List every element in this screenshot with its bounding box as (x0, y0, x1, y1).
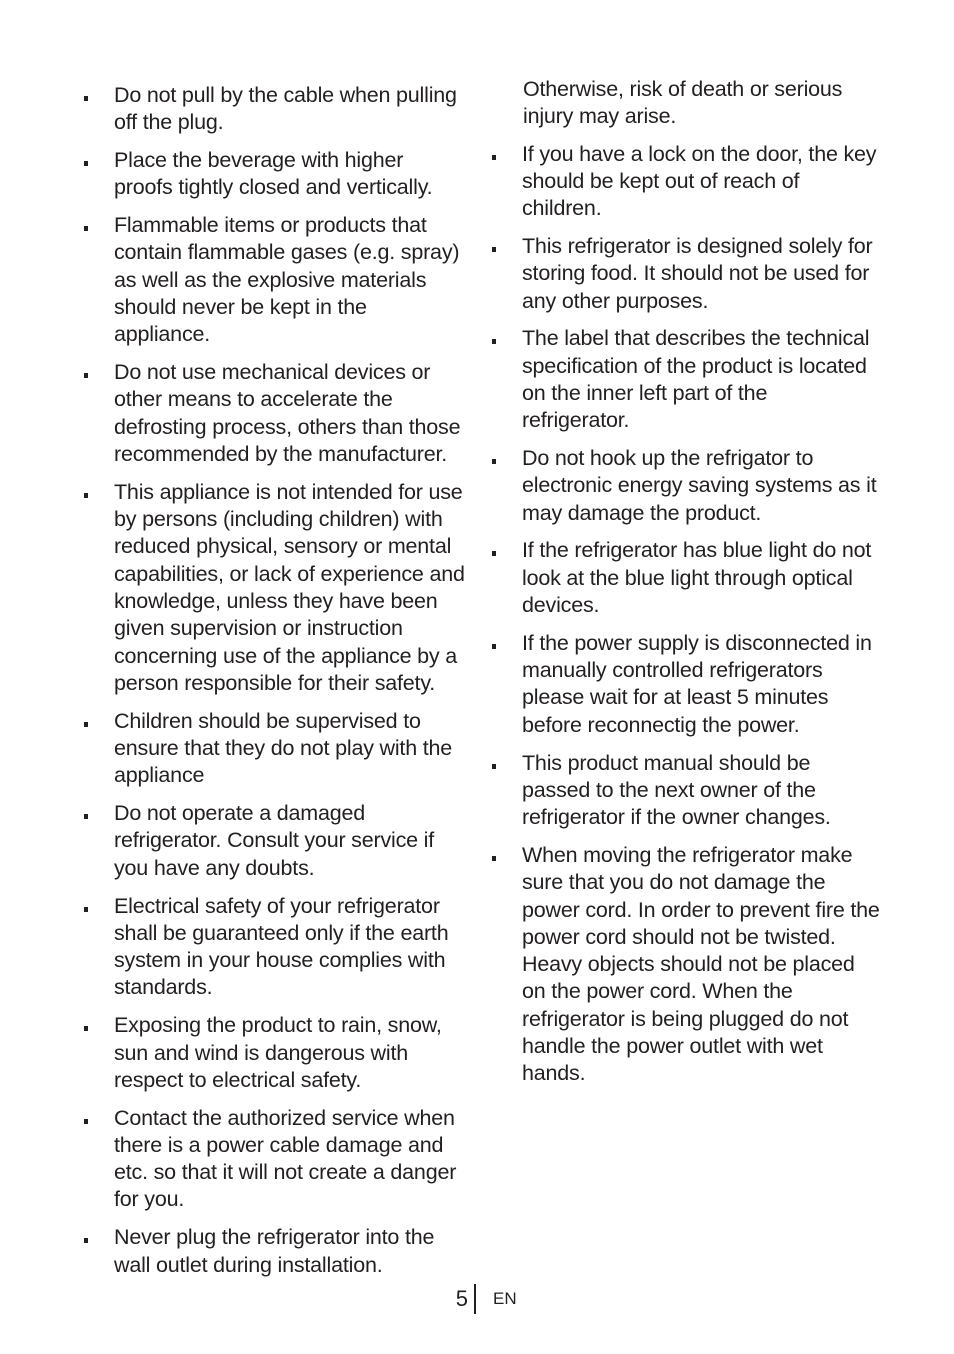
list-item-text: If you have a lock on the door, the key should be kept out of reach of children. (522, 141, 877, 221)
list-item-text: If the power supply is disconnected in manually controlled refrigerators please wait for at least 5 minutes before reconnectig the power. (522, 630, 872, 737)
bullet-icon (492, 155, 496, 160)
list-item-text: Do not use mechanical devices or other means to accelerate the defrosting process, others than those recommended by the manufacturer. (114, 360, 461, 467)
list-item (490, 537, 880, 619)
list-item-text: Electrical safety of your refrigerator shall be guaranteed only if the earth system in your house complies with standards. (114, 893, 449, 1000)
list-item-text: This refrigerator is designed solely for storing food. It should not be used for any other purposes. (522, 233, 873, 313)
list-item-text: Never plug the refrigerator into the wall outlet during installation. (114, 1225, 435, 1277)
list-item-text: The label that describes the technical specification of the product is located on the inner left part of the refrigerator. (522, 326, 870, 433)
bullet-icon (492, 247, 496, 252)
bullet-icon (84, 226, 88, 231)
list-item-text: Flammable items or products that contain flammable gases (e.g. spray) as well as the explosive materials should never be kept in the appliance. (114, 213, 460, 347)
bullet-icon (492, 644, 496, 649)
bullet-icon (84, 373, 88, 378)
list-item (82, 893, 467, 1002)
bullet-icon (84, 1119, 88, 1124)
bullet-icon (84, 96, 88, 101)
right-column (490, 76, 880, 1098)
page-number: 5 (455, 1286, 468, 1311)
bullet-icon (492, 551, 496, 556)
list-item-text: Do not pull by the cable when pulling off the plug. (114, 83, 457, 135)
list-item (490, 630, 880, 739)
bullet-icon (84, 907, 88, 912)
bullet-icon (492, 339, 496, 344)
list-item-text: This product manual should be passed to the next owner of the refrigerator if the owner changes. (522, 750, 831, 830)
list-item (490, 445, 880, 527)
bullet-icon (84, 814, 88, 819)
bullet-icon (84, 161, 88, 166)
page-footer (440, 1284, 517, 1314)
list-item (82, 1012, 467, 1094)
bullet-icon (492, 856, 496, 861)
list-item-text: Place the beverage with higher proofs tightly closed and vertically. (114, 148, 433, 200)
list-item-text: If the refrigerator has blue light do not look at the blue light through optical devices. (522, 538, 872, 618)
list-item (490, 750, 880, 832)
list-item-text: Do not operate a damaged refrigerator. Consult your service if you have any doubts. (114, 801, 435, 880)
language-code: EN (493, 1289, 517, 1308)
list-item-text: Exposing the product to rain, snow, sun and wind is dangerous with respect to electrical safety. (114, 1013, 442, 1092)
list-item-text: Do not hook up the refrigator to electronic energy saving systems as it may damage the product. (522, 446, 877, 525)
list-item-text: Children should be supervised to ensure that they do not play with the appliance (114, 708, 453, 788)
bullet-icon (84, 493, 88, 498)
list-item-text: Contact the authorized service when there is a power cable damage and etc. so that it will not create a danger for you. (114, 1105, 457, 1212)
bullet-icon (84, 722, 88, 727)
list-item (82, 1224, 467, 1279)
list-item (490, 233, 880, 315)
list-item (82, 359, 467, 468)
list-item (82, 800, 467, 882)
list-item-text: This appliance is not intended for use by persons (including children) with reduced physical, sensory or mental capabilities, or lack of experience and knowledge, unless they have been given supervision or instruction concerning use of the appliance by a person responsible for their safety. (114, 479, 465, 695)
list-item (82, 708, 467, 790)
list-item (82, 82, 467, 137)
list-item (490, 325, 880, 434)
list-item (490, 141, 880, 223)
list-item (82, 1105, 467, 1214)
bullet-icon (84, 1238, 88, 1243)
list-item (82, 212, 467, 348)
left-column (82, 82, 467, 1289)
list-item (490, 842, 880, 1088)
continued-text: Otherwise, risk of death or serious injury may arise. (523, 77, 843, 129)
bullet-icon (492, 459, 496, 464)
list-item-text: When moving the refrigerator make sure that you do not damage the power cord. In order to prevent fire the power cord should not be twisted. Heavy objects should not be placed on the power cord. When the refrigerator is being plugged do not handle the power outlet with wet hands. (522, 842, 880, 1086)
list-item (82, 479, 467, 697)
bullet-icon (492, 764, 496, 769)
bullet-icon (84, 1026, 88, 1031)
list-item (82, 147, 467, 202)
